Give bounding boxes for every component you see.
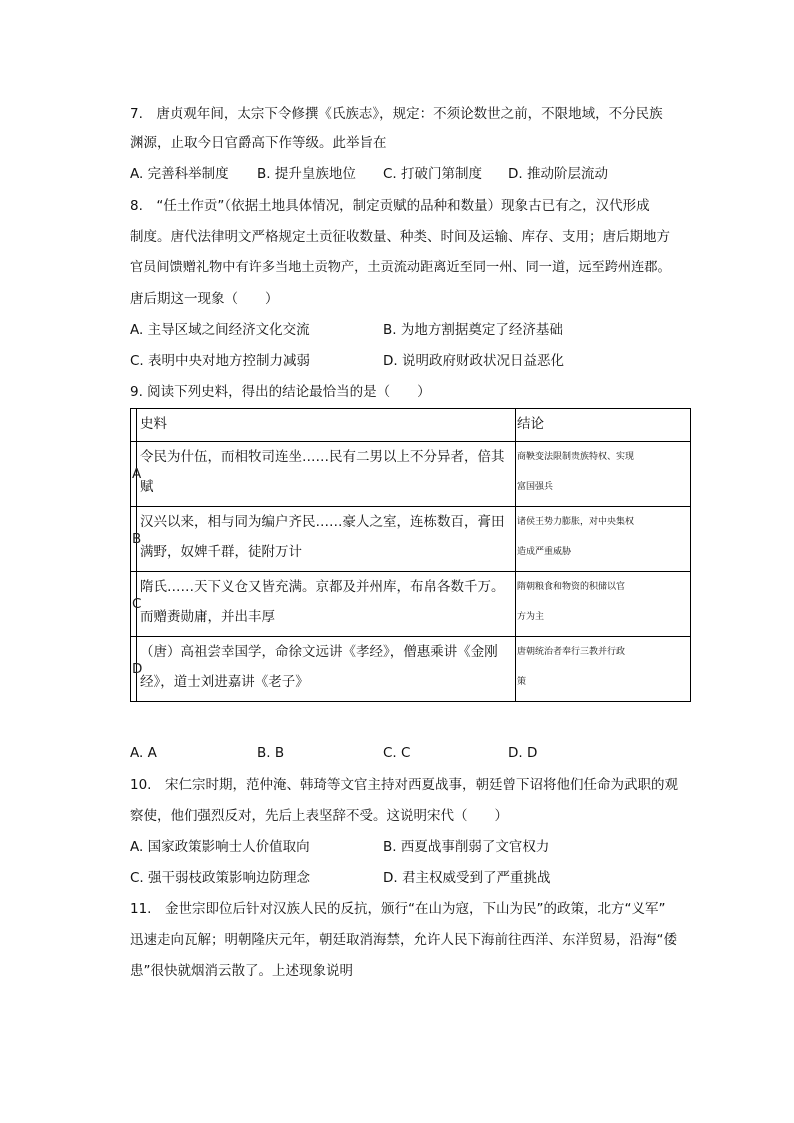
row-letter: D xyxy=(131,637,137,702)
row-conclusion xyxy=(516,637,691,702)
table-header-source: 史料 xyxy=(137,409,516,442)
q8-stem-line-3: 官员间馈赠礼物中有许多当地土贡物产，土贡流动距离近至同一州、同一道，远至跨州连郡。 xyxy=(130,260,671,275)
row-letter: B xyxy=(131,507,137,572)
q8-option-c: C. 表明中央对地方控制力减弱 xyxy=(130,353,311,369)
row-letter: C xyxy=(131,572,137,637)
q8-option-a: A. 主导区域之间经济文化交流 xyxy=(130,322,310,338)
table-row xyxy=(131,572,691,637)
row-source-line-2: 赋 xyxy=(140,479,154,495)
table-letter-header xyxy=(131,409,137,442)
q10-option-b: B. 西夏战事削弱了文官权力 xyxy=(383,839,550,855)
q10-option-c: C. 强干弱枝政策影响边防理念 xyxy=(130,870,311,886)
q8-option-b: B. 为地方割据奠定了经济基础 xyxy=(383,322,563,338)
row-conclusion-line-1: 诸侯王势力膨胀，对中央集权 xyxy=(517,517,635,527)
q7-option-c: C. 打破门第制度 xyxy=(383,166,483,182)
q10-option-a: A. 国家政策影响士人价值取向 xyxy=(130,839,310,855)
q9-option-d: D. D xyxy=(508,745,538,761)
row-conclusion-line-1: 隋朝粮食和物资的积储以官 xyxy=(517,582,626,592)
q9-option-c: C. C xyxy=(383,745,411,761)
row-source-line-2: 经》，道士刘进嘉讲《老子》 xyxy=(140,674,309,690)
row-source xyxy=(137,637,516,702)
q7-option-a: A. 完善科举制度 xyxy=(130,166,229,182)
q8-stem-line-4: 唐后期这一现象（ ） xyxy=(130,291,279,307)
q10-stem-line-2: 察使，他们强烈反对，先后上表坚辞不受。这说明宋代（ ） xyxy=(130,808,508,824)
row-source-line-2: 满野，奴婢千群，徒附万计 xyxy=(140,544,302,560)
q10-option-d: D. 君主权威受到了严重挑战 xyxy=(383,870,551,886)
q7-option-b: B. 提升皇族地位 xyxy=(257,166,356,182)
row-source-line-1: 汉兴以来，相与同为编户齐民……豪人之室，连栋数百，膏田 xyxy=(140,514,505,530)
q11-stem-line-2: 迅速走向瓦解；明朝隆庆元年，朝廷取消海禁，允许人民下海前往西洋、东洋贸易，沿海“倭 xyxy=(130,932,677,948)
q9-option-b: B. B xyxy=(257,745,285,761)
table-row xyxy=(131,637,691,702)
q7-stem-line-1: 7. 唐贞观年间，太宗下令修撰《氏族志》，规定：不须论数世之前，不限地域，不分民族 xyxy=(130,106,663,122)
row-conclusion-line-1: 商鞅变法限制贵族特权、实现 xyxy=(517,452,635,462)
q7-stem-line-2: 渊源，止取今日官爵高下作等级。此举旨在 xyxy=(130,135,387,151)
table-row xyxy=(131,442,691,507)
row-conclusion-line-2: 方为主 xyxy=(517,612,545,622)
q7-option-d: D. 推动阶层流动 xyxy=(508,166,608,182)
row-source xyxy=(137,507,516,572)
table-row xyxy=(131,507,691,572)
q8-stem-line-2: 制度。唐代法律明文严格规定土贡征收数量、种类、时间及运输、库存、支用；唐后期地方 xyxy=(130,229,670,245)
row-letter: A xyxy=(131,442,137,507)
row-source xyxy=(137,442,516,507)
row-conclusion-line-1: 唐朝统治者奉行三教并行政 xyxy=(517,647,626,657)
row-conclusion-line-2: 造成严重威胁 xyxy=(517,547,572,557)
row-source-line-1: 隋氏……天下义仓又皆充满。京都及并州库，布帛各数千万。 xyxy=(140,579,505,595)
q11-stem-line-3: 患”很快就烟消云散了。上述现象说明 xyxy=(130,963,353,979)
table-header-conclusion: 结论 xyxy=(516,409,691,442)
row-source xyxy=(137,572,516,637)
q11-stem-line-1: 11. 金世宗即位后针对汉族人民的反抗，颁行“在山为寇，下山为民”的政策，北方“义军” xyxy=(130,901,666,917)
q9-source-table xyxy=(130,408,691,702)
q9-stem: 9. 阅读下列史料，得出的结论最恰当的是（ ） xyxy=(130,384,431,400)
row-source-line-1: 令民为什伍，而相牧司连坐……民有二男以上不分异者，倍其 xyxy=(140,449,505,465)
q8-stem-line-1: 8. “任土作贡”（依据土地具体情况，制定贡赋的品种和数量）现象古已有之，汉代形成 xyxy=(130,198,650,214)
row-conclusion-line-2: 策 xyxy=(517,677,527,687)
row-conclusion xyxy=(516,507,691,572)
q9-option-a: A. A xyxy=(130,745,157,761)
q8-option-d: D. 说明政府财政状况日益恶化 xyxy=(383,353,564,369)
row-source-line-1: （唐）高祖尝幸国学，命徐文远讲《孝经》，僧惠乘讲《金刚 xyxy=(140,644,498,660)
row-conclusion-line-2: 富国强兵 xyxy=(517,482,554,492)
row-conclusion xyxy=(516,572,691,637)
table-header-row xyxy=(131,409,691,442)
q10-stem-line-1: 10. 宋仁宗时期，范仲淹、韩琦等文官主持对西夏战事，朝廷曾下诏将他们任命为武职的观 xyxy=(130,777,678,793)
row-source-line-2: 而赠赉勋庸，并出丰厚 xyxy=(140,609,275,625)
row-conclusion xyxy=(516,442,691,507)
